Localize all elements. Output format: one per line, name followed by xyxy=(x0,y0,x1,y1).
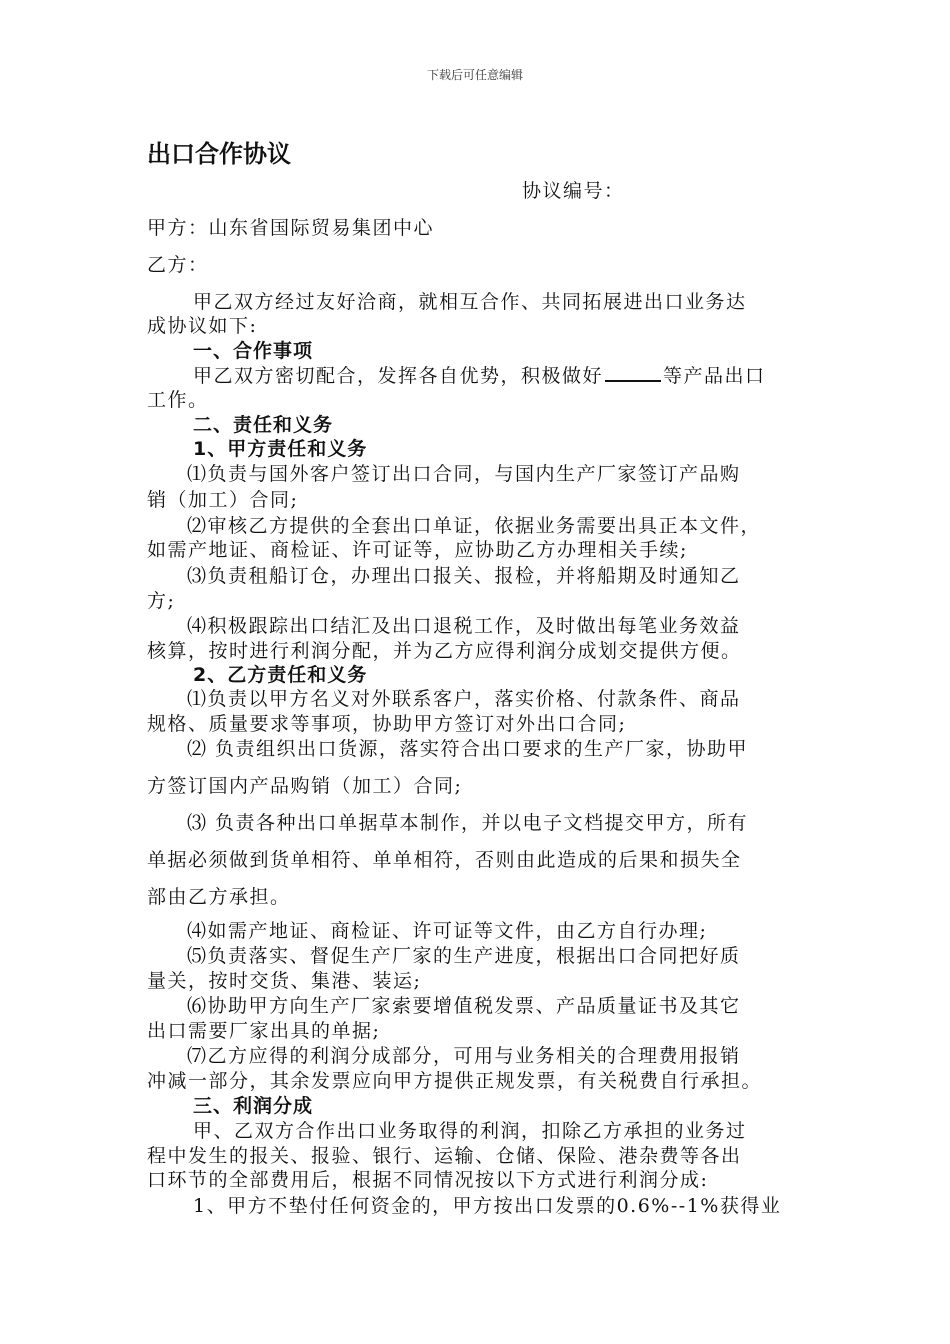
intro-line-2: 成协议如下: xyxy=(147,315,258,337)
b-item-2-line-2: 方签订国内产品购销（加工）合同; xyxy=(147,775,463,797)
section-2-heading: 二、责任和义务 xyxy=(193,414,334,436)
document-title: 出口合作协议 xyxy=(147,140,291,168)
party-a-duties-heading: 1、甲方责任和义务 xyxy=(193,438,368,460)
party-b-duties-heading: 2、乙方责任和义务 xyxy=(193,664,368,686)
a-item-2-line-2: 如需产地证、商检证、许可证等，应协助乙方办理相关手续; xyxy=(147,539,688,561)
b-item-1-line-1: ⑴负责以甲方名义对外联系客户，落实价格、付款条件、商品 xyxy=(187,688,741,710)
b-item-3-line-2: 单据必须做到货单相符、单单相符，否则由此造成的后果和损失全 xyxy=(147,849,742,871)
fill-in-blank xyxy=(605,362,661,382)
section-3-line-2: 程中发生的报关、报验、银行、运输、仓储、保险、港杂费等各出 xyxy=(147,1145,742,1167)
section-1-line-2: 工作。 xyxy=(147,389,209,411)
header-note: 下载后可任意编辑 xyxy=(426,68,523,82)
section-3-line-1: 甲、乙双方合作出口业务取得的利润，扣除乙方承担的业务过 xyxy=(193,1120,747,1142)
b-item-6-line-2: 出口需要厂家出具的单据; xyxy=(147,1020,381,1042)
section-1-text-a: 甲乙双方密切配合，发挥各自优势，积极做好 xyxy=(193,365,604,387)
b-item-7-line-1: ⑺乙方应得的利润分成部分，可用与业务相关的合理费用报销 xyxy=(187,1045,741,1067)
b-item-7-line-2: 冲减一部分，其余发票应向甲方提供正规发票，有关税费自行承担。 xyxy=(147,1070,763,1092)
b-item-1-line-2: 规格、质量要求等事项，协助甲方签订对外出口合同; xyxy=(147,713,627,735)
section-3-heading: 三、利润分成 xyxy=(193,1095,314,1117)
b-item-3-line-1: ⑶ 负责各种出口单据草本制作，并以电子文档提交甲方，所有 xyxy=(187,812,749,834)
agreement-number-label: 协议编号： xyxy=(522,180,625,202)
b-item-2-line-1: ⑵ 负责组织出口货源，落实符合出口要求的生产厂家，协助甲 xyxy=(187,738,749,760)
a-item-3-line-1: ⑶负责租船订仓，办理出口报关、报检，并将船期及时通知乙 xyxy=(187,565,741,587)
intro-line-1: 甲乙双方经过友好洽商，就相互合作、共同拓展进出口业务达 xyxy=(193,291,747,313)
section-3-line-4: 1、甲方不垫付任何资金的，甲方按出口发票的0.6%--1%获得业 xyxy=(193,1195,782,1217)
b-item-5-line-1: ⑸负责落实、督促生产厂家的生产进度，根据出口合同把好质 xyxy=(187,945,741,967)
a-item-1-line-2: 销（加工）合同; xyxy=(147,489,299,511)
section-1-text-b: 等产品出口 xyxy=(663,365,766,387)
a-item-4-line-2: 核算，按时进行利润分配，并为乙方应得利润分成划交提供方便。 xyxy=(147,640,742,662)
b-item-6-line-1: ⑹协助甲方向生产厂家索要增值税发票、产品质量证书及其它 xyxy=(187,995,741,1017)
a-item-4-line-1: ⑷积极跟踪出口结汇及出口退税工作，及时做出每笔业务效益 xyxy=(187,615,741,637)
a-item-3-line-2: 方; xyxy=(147,590,176,612)
party-b: 乙方： xyxy=(147,254,209,276)
section-1-line-1 xyxy=(193,361,766,388)
b-item-4-line-1: ⑷如需产地证、商检证、许可证等文件，由乙方自行办理; xyxy=(187,920,708,942)
party-a: 甲方：山东省国际贸易集团中心 xyxy=(147,217,435,239)
a-item-1-line-1: ⑴负责与国外客户签订出口合同，与国内生产厂家签订产品购 xyxy=(187,463,741,485)
b-item-5-line-2: 量关，按时交货、集港、装运; xyxy=(147,970,422,992)
b-item-3-line-3: 部由乙方承担。 xyxy=(147,886,291,908)
section-1-heading: 一、合作事项 xyxy=(193,340,314,362)
a-item-2-line-1: ⑵审核乙方提供的全套出口单证，依据业务需要出具正本文件， xyxy=(187,515,762,537)
section-3-line-3: 口环节的全部费用后，根据不同情况按以下方式进行利润分成: xyxy=(147,1169,709,1191)
